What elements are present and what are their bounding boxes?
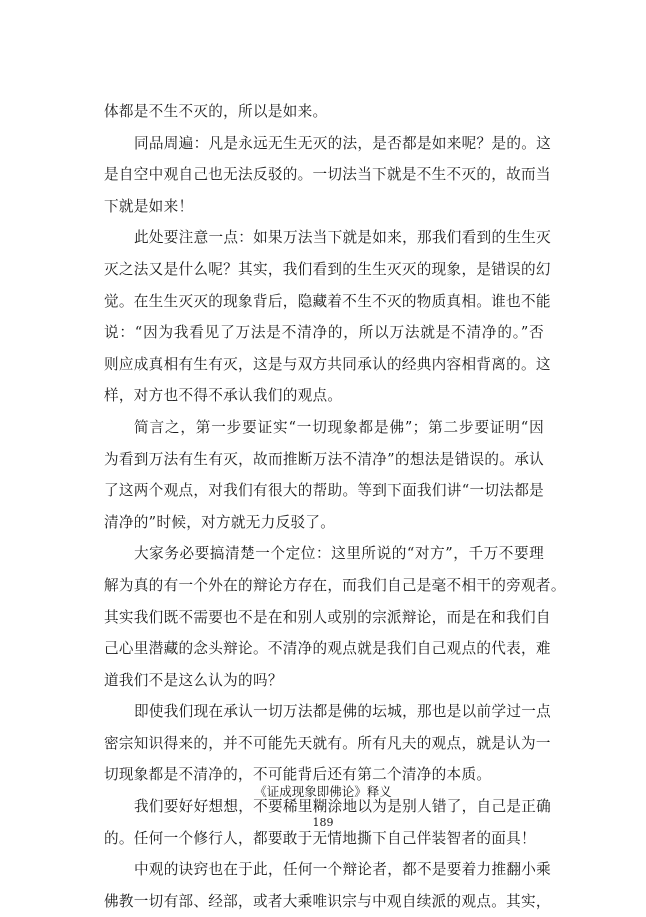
text-line: 即使我们现在承认一切万法都是佛的坛城，那也是以前学过一点: [134, 703, 552, 721]
text-line: 其实我们既不需要也不是在和别人或别的宗派辩论，而是在和我们自: [104, 608, 551, 626]
text-line: 我们要好好想想，不要稀里糊涂地以为是别人错了，自己是正确: [134, 798, 552, 816]
text-line: 了这两个观点，对我们有很大的帮助。等到下面我们讲“一切法都是: [104, 482, 544, 500]
text-line: 的。任何一个修行人，都要敢于无情地撕下自己伴装智者的面具！: [104, 829, 536, 847]
text-line: 佛教一切有部、经部，或者大乘唯识宗与中观自续派的观点。其实，: [104, 892, 551, 910]
text-line: 灭之法又是什么呢？其实，我们看到的生生灭灭的现象，是错误的幻: [104, 260, 551, 278]
text-line: 道我们不是这么认为的吗？: [104, 671, 283, 689]
text-line: 己心里潜藏的念头辩论。不清净的观点就是我们自己观点的代表，难: [104, 640, 551, 658]
text-line: 清净的”时候，对方就无力反驳了。: [104, 513, 336, 531]
text-line: 解为真的有一个外在的辩论方存在，而我们自己是毫不相干的旁观者。: [104, 576, 566, 594]
text-line: 为看到万法有生有灭，故而推断万法不清净”的想法是错误的。承认: [104, 450, 544, 468]
text-line: 说：“因为我看见了万法是不清净的，所以万法就是不清净的。”否: [104, 324, 544, 342]
text-line: 中观的诀窍也在于此，任何一个辩论者，都不是要着力推翻小乘: [134, 861, 552, 879]
text-line: 同品周遍：凡是永远无生无灭的法，是否都是如来呢？是的。这: [134, 134, 552, 152]
text-line: 样，对方也不得不承认我们的观点。: [104, 387, 343, 405]
text-line: 简言之，第一步要证实“一切现象都是佛”；第二步要证明“因: [134, 418, 544, 436]
page-number: 189: [312, 816, 334, 829]
text-line: 下就是如来！: [104, 197, 194, 215]
text-line: 密宗知识得来的，并不可能先天就有。所有凡夫的观点，就是认为一: [104, 734, 551, 752]
text-line: 切现象都是不清净的，不可能背后还有第二个清净的本质。: [104, 766, 492, 784]
text-line: 是自空中观自己也无法反驳的。一切法当下就是不生不灭的，故而当: [104, 166, 551, 184]
text-line: 大家务必要搞清楚一个定位：这里所说的“对方”，千万不要理: [134, 545, 544, 563]
text-line: 则应成真相有生有灭，这是与双方共同承认的经典内容相背离的。这: [104, 355, 551, 373]
text-line: 体都是不生不灭的，所以是如来。: [104, 103, 328, 120]
text-line: 此处要注意一点：如果万法当下就是如来，那我们看到的生生灭: [134, 229, 552, 247]
text-line: 觉。在生生灭灭的现象背后，隐藏着不生不灭的物质真相。谁也不能: [104, 292, 551, 310]
footer-book-title: 《证成现象即佛论》释义: [254, 784, 392, 799]
